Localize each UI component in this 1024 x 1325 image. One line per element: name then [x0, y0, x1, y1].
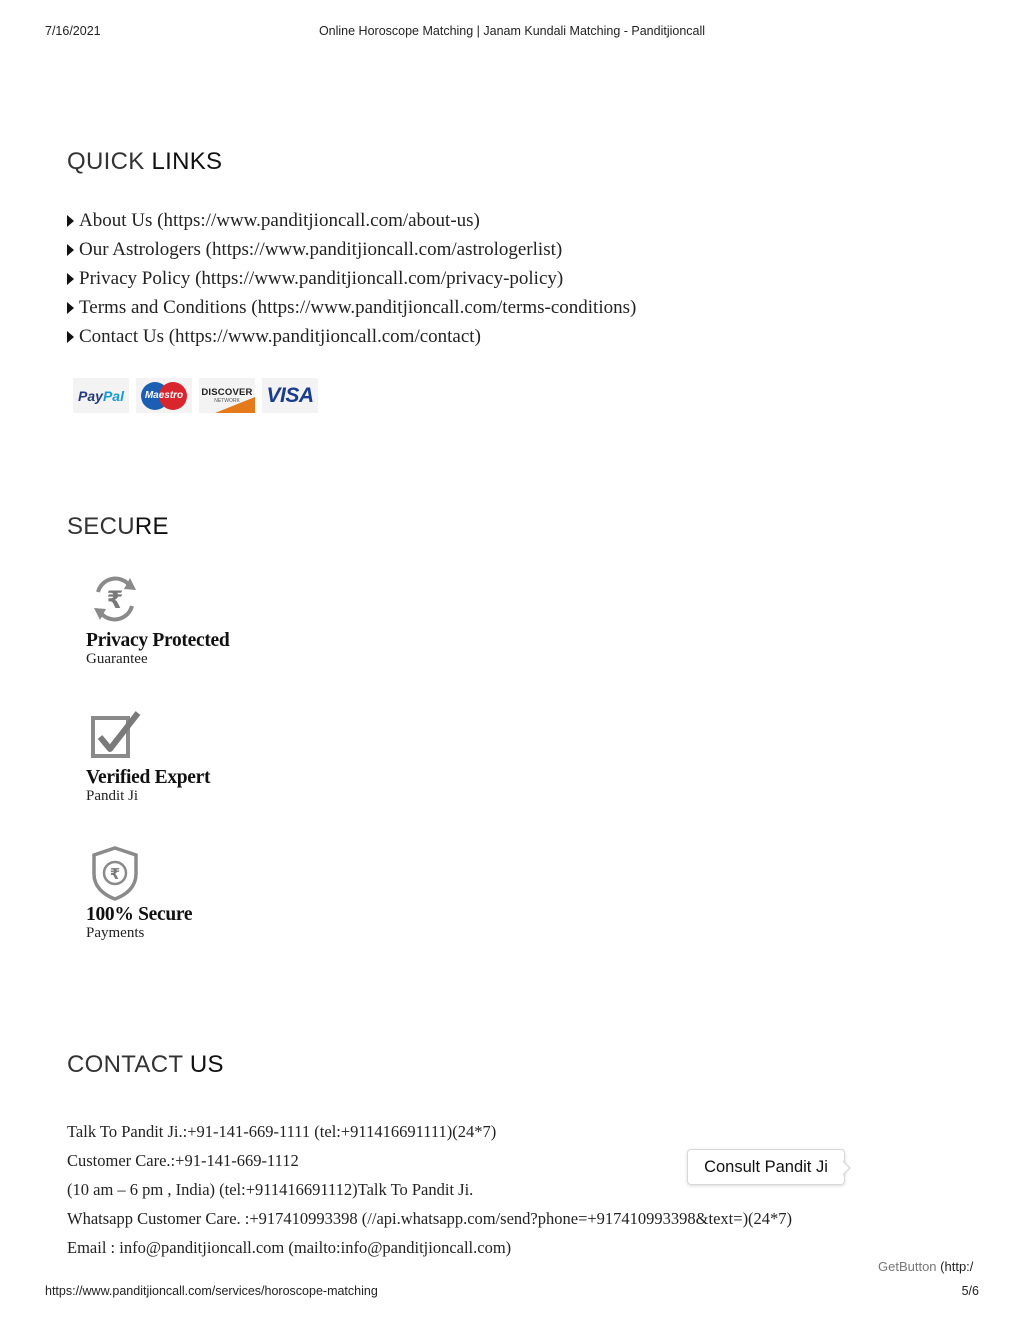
contact-title: CONTACT US	[67, 1051, 224, 1078]
payment-logos	[73, 378, 318, 413]
secure-sub: Guarantee	[86, 651, 148, 667]
contact-email-line[interactable]: Email : info@panditjioncall.com (mailto:info@panditjioncall.com)	[67, 1238, 512, 1257]
caret-right-icon	[67, 244, 74, 256]
discover-logo: DISCOVER NETWORK	[199, 378, 255, 413]
caret-right-icon	[67, 215, 74, 227]
print-title: Online Horoscope Matching | Janam Kundali Matching - Panditjioncall	[318, 24, 706, 38]
secure-heading: 100% Secure	[86, 904, 193, 925]
getbutton-credit[interactable]: GetButton (http:/	[878, 1259, 974, 1274]
secure-item-verified	[86, 707, 210, 805]
secure-item-payments	[86, 844, 192, 942]
contact-care-line: Customer Care.:+91-141-669-1112	[67, 1151, 299, 1170]
maestro-logo: Maestro	[136, 378, 192, 413]
quick-link-terms[interactable]: Terms and Conditions (https://www.panditjioncall.com/terms-conditions)	[67, 293, 636, 322]
svg-text:₹: ₹	[106, 586, 124, 614]
quick-links-title: QUICK LINKS	[67, 148, 223, 175]
secure-heading: Privacy Protected	[86, 630, 230, 651]
consult-pandit-button[interactable]: Consult Pandit Ji	[687, 1149, 845, 1185]
paypal-logo: Pay Pal	[73, 378, 129, 413]
contact-hours-line[interactable]: (10 am – 6 pm , India) (tel:+911416691112)Talk To Pandit Ji.	[67, 1180, 474, 1199]
page-number: 5/6	[961, 1284, 979, 1298]
caret-right-icon	[67, 273, 74, 285]
quick-links-list	[67, 206, 636, 351]
print-date: 7/16/2021	[45, 24, 101, 38]
quick-link-contact[interactable]: Contact Us (https://www.panditjioncall.com/contact)	[67, 322, 636, 351]
contact-details	[67, 1120, 792, 1265]
svg-text:₹: ₹	[109, 865, 121, 883]
secure-heading: Verified Expert	[86, 767, 211, 788]
contact-whatsapp-line[interactable]: Whatsapp Customer Care. :+917410993398 (//api.whatsapp.com/send?phone=+917410993398&text=)(24*7)	[67, 1209, 793, 1228]
secure-sub: Pandit Ji	[86, 788, 139, 804]
quick-link-astrologers[interactable]: Our Astrologers (https://www.panditjioncall.com/astrologerlist)	[67, 235, 636, 264]
caret-right-icon	[67, 302, 74, 314]
quick-link-about[interactable]: About Us (https://www.panditjioncall.com/about-us)	[67, 206, 636, 235]
secure-title: SECURE	[67, 513, 169, 540]
visa-logo: VISA	[262, 378, 318, 413]
checkbox-icon	[86, 707, 144, 765]
caret-right-icon	[67, 331, 74, 343]
tooltip-arrow-icon	[843, 1160, 851, 1176]
secure-sub: Payments	[86, 925, 145, 941]
contact-phone-line[interactable]: Talk To Pandit Ji.:+91-141-669-1111 (tel:+911416691111)(24*7)	[67, 1122, 497, 1141]
rupee-refresh-icon	[86, 570, 144, 628]
print-url: https://www.panditjioncall.com/services/horoscope-matching	[45, 1284, 378, 1298]
quick-link-privacy[interactable]: Privacy Policy (https://www.panditjioncall.com/privacy-policy)	[67, 264, 636, 293]
secure-item-privacy	[86, 570, 229, 668]
rupee-shield-icon	[86, 844, 144, 902]
